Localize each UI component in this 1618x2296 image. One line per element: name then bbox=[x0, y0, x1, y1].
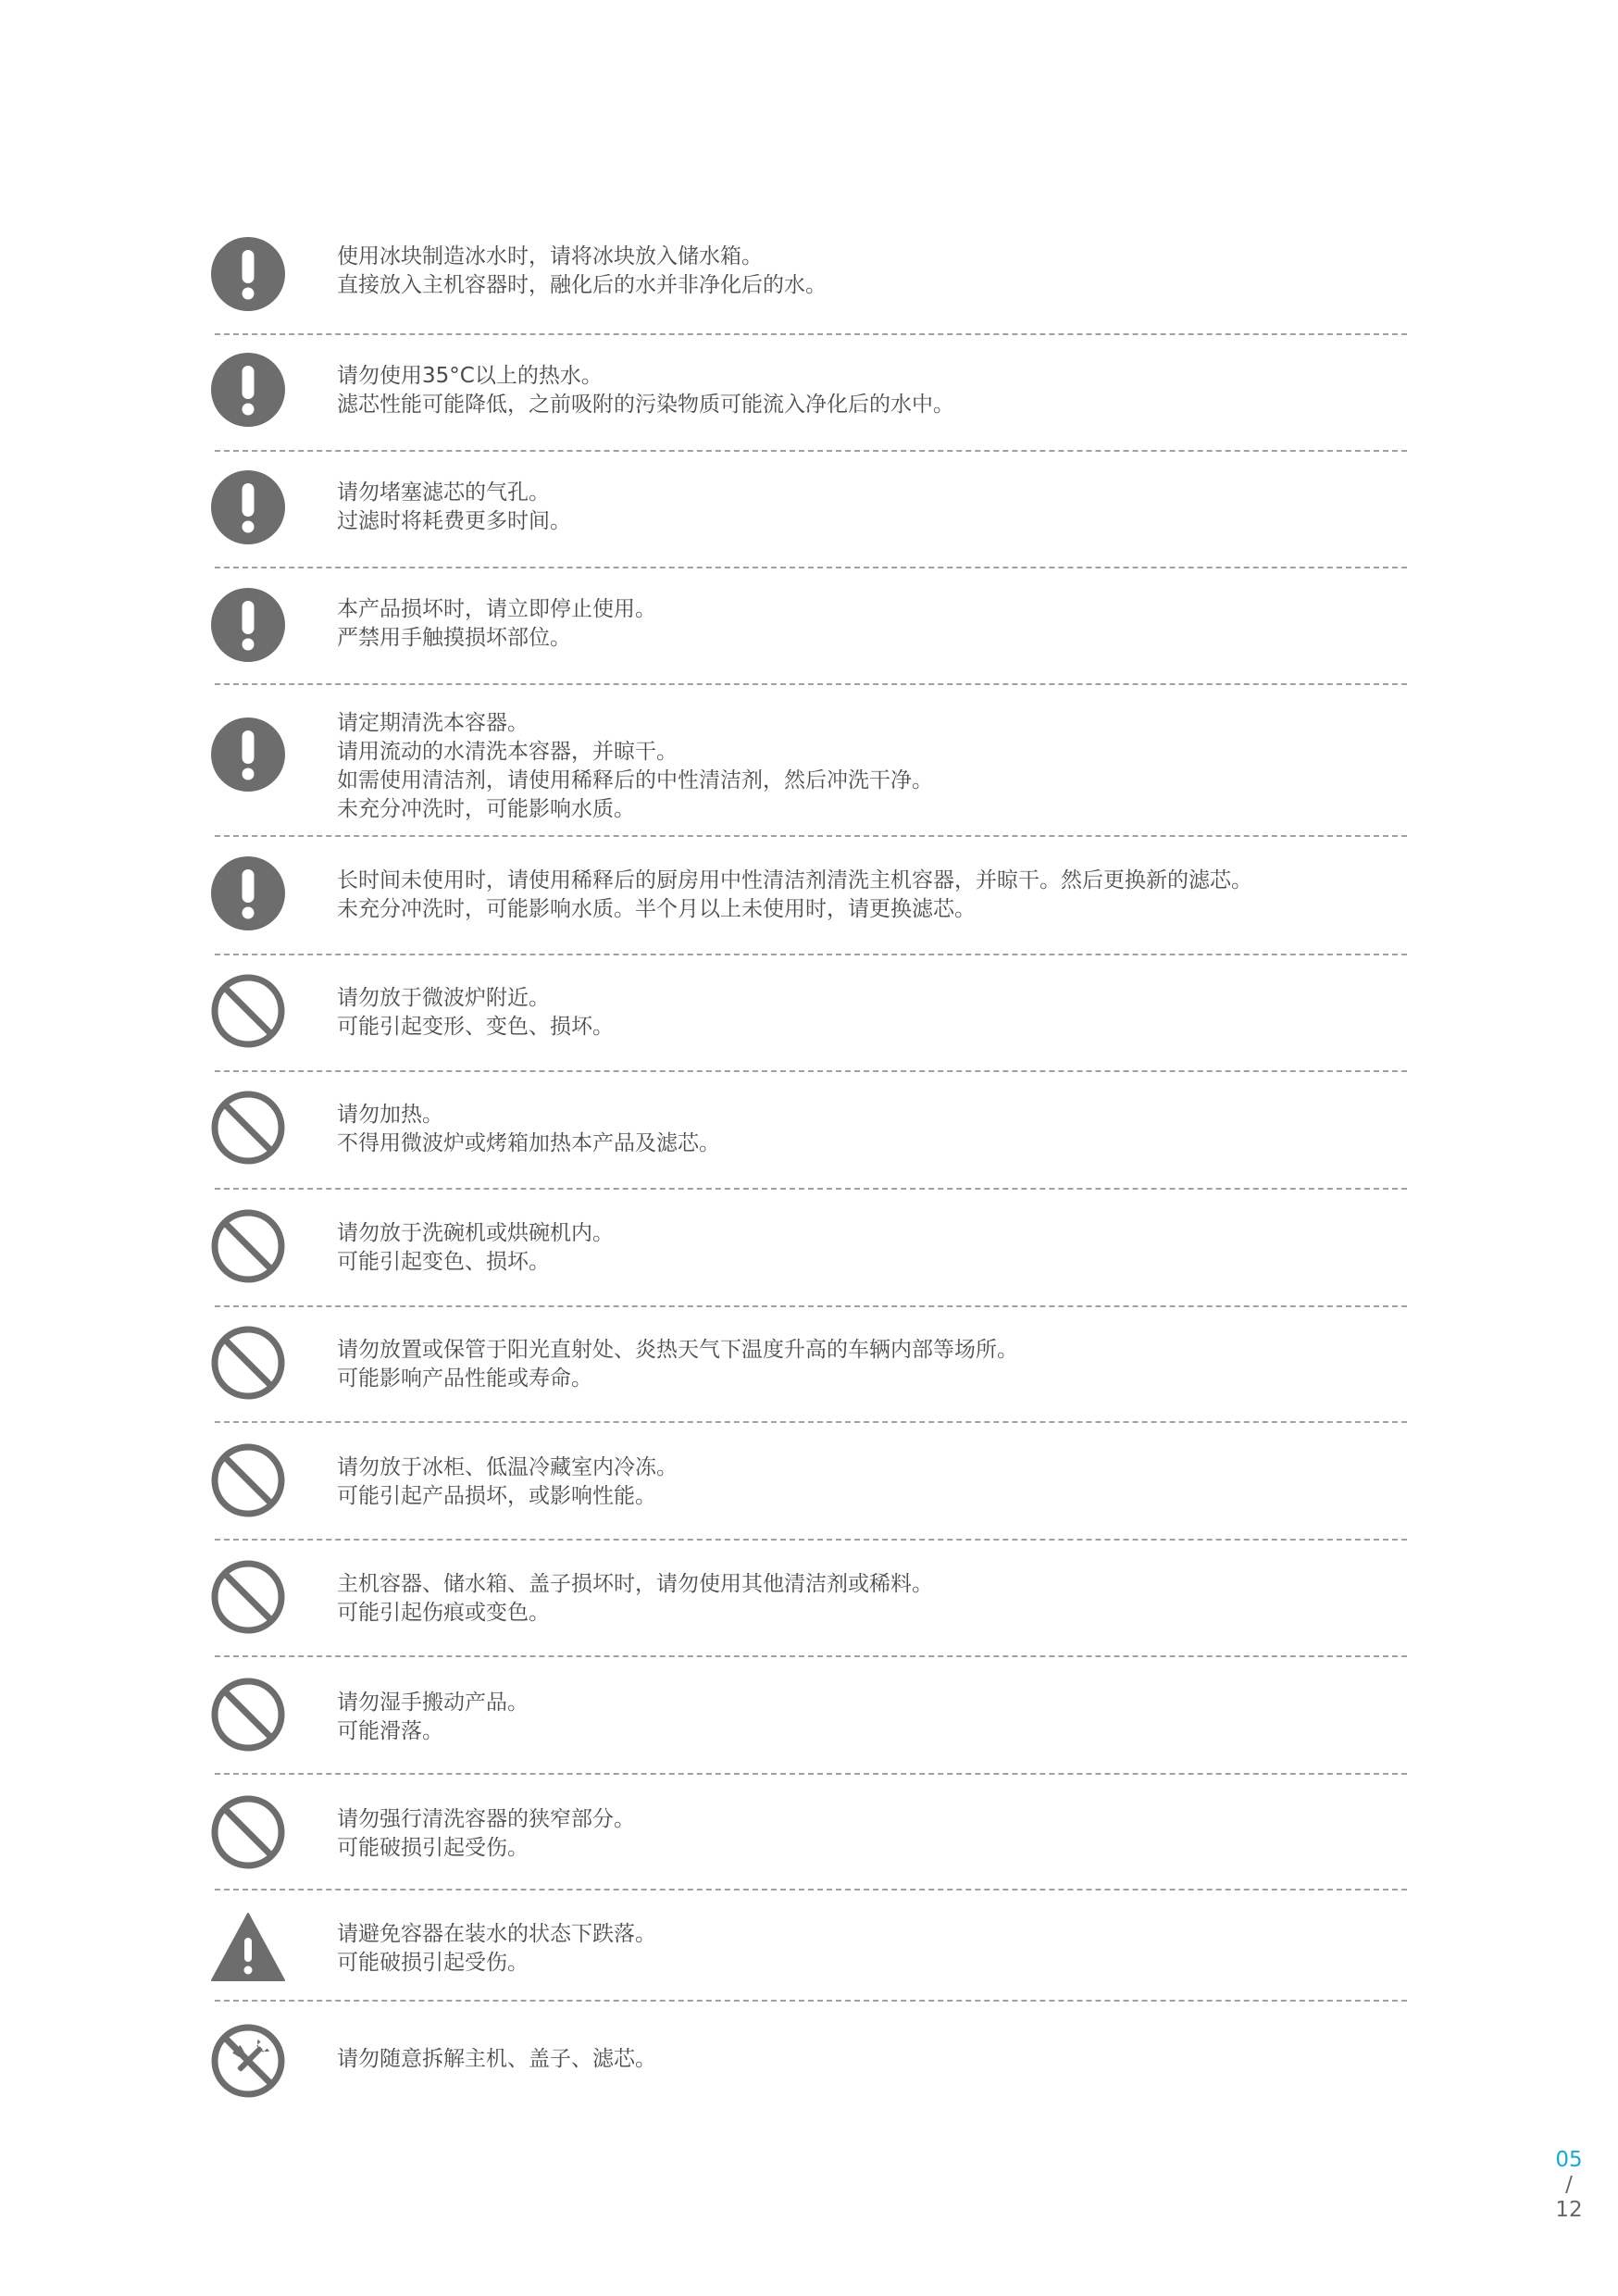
caution-text bbox=[337, 1689, 1411, 1746]
caution-text bbox=[337, 1454, 1411, 1511]
caution-detail: 可能引起伤痕或变色。 bbox=[337, 1601, 550, 1625]
caution-heading: 请勿湿手搬动产品。 bbox=[337, 1691, 529, 1715]
caution-detail: 可能破损引起受伤。 bbox=[337, 1951, 529, 1975]
page-current: 05 bbox=[1555, 2148, 1583, 2172]
divider bbox=[215, 567, 1407, 568]
no-disassembly-icon bbox=[209, 2022, 287, 2100]
caution-detail: 可能引起变形、变色、损坏。 bbox=[337, 1015, 614, 1039]
exclamation-circle-icon bbox=[209, 716, 287, 793]
caution-text bbox=[337, 1336, 1411, 1393]
caution-heading: 使用冰块制造冰水时，请将冰块放入储水箱。 bbox=[337, 244, 763, 268]
caution-detail: 可能滑落。 bbox=[337, 1719, 443, 1743]
caution-heading: 请勿加热。 bbox=[337, 1103, 443, 1127]
caution-text bbox=[337, 595, 1411, 653]
divider bbox=[215, 1070, 1407, 1072]
divider bbox=[215, 1539, 1407, 1541]
exclamation-circle-icon bbox=[209, 468, 287, 546]
caution-detail: 可能影响产品性能或寿命。 bbox=[337, 1366, 592, 1391]
caution-text bbox=[337, 984, 1411, 1042]
caution-text bbox=[337, 2045, 1411, 2074]
caution-detail: 直接放入主机容器时，融化后的水并非净化后的水。 bbox=[337, 273, 827, 297]
prohibited-icon bbox=[209, 1207, 287, 1285]
caution-detail: 严禁用手触摸损坏部位。 bbox=[337, 626, 571, 650]
exclamation-circle-icon bbox=[209, 351, 287, 429]
caution-detail: 可能引起变色、损坏。 bbox=[337, 1250, 550, 1274]
caution-heading: 请勿放于冰柜、低温冷藏室内冷冻。 bbox=[337, 1455, 678, 1479]
caution-heading: 请勿使用35°C以上的热水。 bbox=[337, 364, 603, 388]
prohibited-icon bbox=[209, 1441, 287, 1519]
divider bbox=[215, 1188, 1407, 1190]
caution-heading: 请勿随意拆解主机、盖子、滤芯。 bbox=[337, 2047, 656, 2071]
divider bbox=[215, 1773, 1407, 1775]
divider bbox=[215, 1889, 1407, 1890]
caution-text bbox=[337, 867, 1411, 924]
caution-detail: 未充分冲洗时，可能影响水质。 bbox=[337, 797, 635, 821]
divider bbox=[215, 1421, 1407, 1423]
prohibited-icon bbox=[209, 1676, 287, 1753]
page-total: 12 bbox=[1555, 2198, 1583, 2222]
caution-heading: 请勿放于微波炉附近。 bbox=[337, 986, 550, 1010]
caution-detail: 过滤时将耗费更多时间。 bbox=[337, 509, 571, 533]
caution-detail: 如需使用清洁剂，请使用稀释后的中性清洁剂，然后冲洗干净。 bbox=[337, 768, 933, 792]
exclamation-circle-icon bbox=[209, 586, 287, 664]
caution-heading: 请勿堵塞滤芯的气孔。 bbox=[337, 480, 550, 505]
divider bbox=[215, 835, 1407, 837]
caution-detail: 不得用微波炉或烤箱加热本产品及滤芯。 bbox=[337, 1131, 720, 1155]
caution-detail: 可能引起产品损坏，或影响性能。 bbox=[337, 1484, 656, 1508]
warning-triangle-icon bbox=[209, 1908, 287, 1986]
divider bbox=[215, 683, 1407, 685]
divider bbox=[215, 2000, 1407, 2002]
divider bbox=[215, 450, 1407, 452]
caution-heading: 请定期清洗本容器。 bbox=[337, 711, 529, 735]
prohibited-icon bbox=[209, 972, 287, 1050]
prohibited-icon bbox=[209, 1324, 287, 1402]
divider bbox=[215, 1655, 1407, 1657]
caution-detail: 滤芯性能可能降低，之前吸附的污染物质可能流入净化后的水中。 bbox=[337, 393, 954, 417]
divider bbox=[215, 1305, 1407, 1307]
caution-heading: 请避免容器在装水的状态下跌落。 bbox=[337, 1922, 656, 1946]
caution-heading: 请勿强行清洗容器的狭窄部分。 bbox=[337, 1807, 635, 1831]
prohibited-icon bbox=[209, 1793, 287, 1871]
caution-heading: 请勿放于洗碗机或烘碗机内。 bbox=[337, 1221, 614, 1245]
caution-heading: 主机容器、储水箱、盖子损坏时，请勿使用其他清洁剂或稀料。 bbox=[337, 1572, 933, 1596]
prohibited-icon bbox=[209, 1558, 287, 1636]
caution-text bbox=[337, 1101, 1411, 1158]
caution-text bbox=[337, 709, 1411, 824]
exclamation-circle-icon bbox=[209, 855, 287, 932]
caution-heading: 请勿放置或保管于阳光直射处、炎热天气下温度升高的车辆内部等场所。 bbox=[337, 1338, 1018, 1362]
caution-text bbox=[337, 243, 1411, 300]
prohibited-icon bbox=[209, 1089, 287, 1167]
divider bbox=[215, 333, 1407, 335]
caution-text bbox=[337, 1920, 1411, 1978]
caution-heading: 长时间未使用时，请使用稀释后的厨房用中性清洁剂清洗主机容器，并晾干。然后更换新的滤芯。 bbox=[337, 868, 1252, 892]
divider bbox=[215, 954, 1407, 955]
caution-detail: 可能破损引起受伤。 bbox=[337, 1836, 529, 1860]
exclamation-circle-icon bbox=[209, 235, 287, 313]
caution-text bbox=[337, 1219, 1411, 1277]
page-separator: / bbox=[1565, 2173, 1573, 2197]
page-number bbox=[1537, 2148, 1601, 2223]
caution-text bbox=[337, 362, 1411, 419]
caution-heading: 本产品损坏时，请立即停止使用。 bbox=[337, 597, 656, 621]
caution-text bbox=[337, 1805, 1411, 1863]
caution-text bbox=[337, 479, 1411, 536]
caution-detail: 请用流动的水清洗本容器，并晾干。 bbox=[337, 740, 678, 764]
caution-detail: 未充分冲洗时，可能影响水质。半个月以上未使用时，请更换滤芯。 bbox=[337, 897, 976, 921]
caution-text bbox=[337, 1570, 1411, 1628]
